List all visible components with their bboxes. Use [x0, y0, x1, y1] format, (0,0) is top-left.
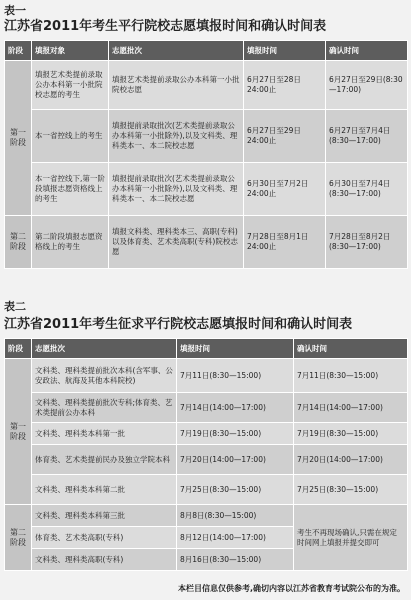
table-row	[5, 423, 408, 445]
table1-row1-batch: 填报艺术类提前录取公办本科第一小批院校志愿	[109, 61, 244, 110]
table-row	[5, 61, 408, 110]
table1-row2-target: 本一省控线上的考生	[32, 110, 109, 163]
table2-row8-fill-time: 8月16日(8:30—15:00)	[177, 549, 294, 571]
table-row	[5, 505, 408, 527]
table2-header-confirm-time: 确认时间	[294, 339, 408, 359]
table-row	[5, 163, 408, 216]
table2-row7-batch: 体育类、艺术类高职(专科)	[32, 527, 177, 549]
table1-stage-1: 第一阶段	[5, 61, 32, 216]
table-row	[5, 393, 408, 423]
table1-row2-fill-time: 6月27日至29日24:00止	[244, 110, 326, 163]
table1-header-batch: 志愿批次	[109, 41, 244, 61]
table1-header-fill-time: 填报时间	[244, 41, 326, 61]
table2-header-stage: 阶段	[5, 339, 32, 359]
table2-row4-fill-time: 7月20日(14:00—17:00)	[177, 445, 294, 475]
table2-stage2-confirm-note: 考生不再现场确认,只需在规定时间网上填报并提交即可	[294, 505, 408, 571]
table2-row1-confirm-time: 7月11日(8:30—15:00)	[294, 359, 408, 393]
table2-row5-batch: 文科类、理科类本科第二批	[32, 475, 177, 505]
table1-stage-2: 第二阶段	[5, 216, 32, 269]
table1-row4-batch: 填报文科类、理科类本三、高职(专科)以及体育类、艺术类高职(专科)院校志愿	[109, 216, 244, 269]
footer-note: 本栏目信息仅供参考,确切内容以江苏省教育考试院公布的为准。	[177, 584, 405, 593]
table2-header-fill-time: 填报时间	[177, 339, 294, 359]
table1-header-stage: 阶段	[5, 41, 32, 61]
table2-header-row	[5, 339, 408, 359]
table2-row7-fill-time: 8月12日(14:00—17:00)	[177, 527, 294, 549]
table2-row4-confirm-time: 7月20日(14:00—17:00)	[294, 445, 408, 475]
table2-row2-batch: 文科类、理科类提前批次专科;体育类、艺术类提前公办本科	[32, 393, 177, 423]
table-row	[5, 216, 408, 269]
table1-row1-target: 填报艺术类提前录取公办本科第一小批院校志愿的考生	[32, 61, 109, 110]
table1-row3-target: 本一省控线下,第一阶段填报志愿资格线上的考生	[32, 163, 109, 216]
table1-row1-fill-time: 6月27日至28日24:00止	[244, 61, 326, 110]
table1-row3-fill-time: 6月30日至7月2日24:00止	[244, 163, 326, 216]
table2-row8-batch: 文科类、理科类高职(专科)	[32, 549, 177, 571]
table-row	[5, 445, 408, 475]
table2-row3-confirm-time: 7月19日(8:30—15:00)	[294, 423, 408, 445]
table1-label: 表一	[4, 4, 26, 17]
table2-row6-fill-time: 8月8日(8:30—15:00)	[177, 505, 294, 527]
table1-row3-confirm-time: 6月30日至7月4日(8:30—17:00)	[326, 163, 408, 216]
table2-row5-confirm-time: 7月25日(8:30—15:00)	[294, 475, 408, 505]
table-row	[5, 110, 408, 163]
table2-label: 表二	[4, 300, 26, 313]
table1-title: 江苏省2011年考生平行院校志愿填报时间和确认时间表	[4, 19, 327, 34]
table1-row3-batch: 填报提前录取批次(艺术类提前录取公办本科第一小批除外),以及文科类、理科类本一、本二院校志愿	[109, 163, 244, 216]
table1	[4, 40, 408, 269]
table1-row2-batch: 填报提前录取批次(艺术类提前录取公办本科第一小批除外),以及文科类、理科类本一、本二院校志愿	[109, 110, 244, 163]
table2-row1-batch: 文科类、理科类提前批次本科(含军事、公安政法、航海及其他本科院校)	[32, 359, 177, 393]
table-row	[5, 359, 408, 393]
table1-row4-confirm-time: 7月28日至8月2日(8:30—17:00)	[326, 216, 408, 269]
table2	[4, 338, 408, 571]
table1-row4-target: 第二阶段填报志愿资格线上的考生	[32, 216, 109, 269]
table2-stage-1: 第一阶段	[5, 359, 32, 505]
table-row	[5, 475, 408, 505]
table1-row1-confirm-time: 6月27日至29日(8:30—17:00)	[326, 61, 408, 110]
table2-row1-fill-time: 7月11日(8:30—15:00)	[177, 359, 294, 393]
table2-title: 江苏省2011年考生征求平行院校志愿填报时间和确认时间表	[4, 317, 353, 332]
table1-header-row	[5, 41, 408, 61]
table2-row6-batch: 文科类、理科类本科第三批	[32, 505, 177, 527]
table2-row2-confirm-time: 7月14日(14:00—17:00)	[294, 393, 408, 423]
table2-row2-fill-time: 7月14日(14:00—17:00)	[177, 393, 294, 423]
table2-row5-fill-time: 7月25日(8:30—15:00)	[177, 475, 294, 505]
table2-stage-2: 第二阶段	[5, 505, 32, 571]
table2-row3-batch: 文科类、理科类本科第一批	[32, 423, 177, 445]
table1-row4-fill-time: 7月28日至8月1日24:00止	[244, 216, 326, 269]
table1-header-confirm-time: 确认时间	[326, 41, 408, 61]
table2-row3-fill-time: 7月19日(8:30—15:00)	[177, 423, 294, 445]
table1-row2-confirm-time: 6月27日至7月4日(8:30—17:00)	[326, 110, 408, 163]
table2-header-batch: 志愿批次	[32, 339, 177, 359]
table2-row4-batch: 体育类、艺术类提前民办及独立学院本科	[32, 445, 177, 475]
table1-header-target: 填报对象	[32, 41, 109, 61]
